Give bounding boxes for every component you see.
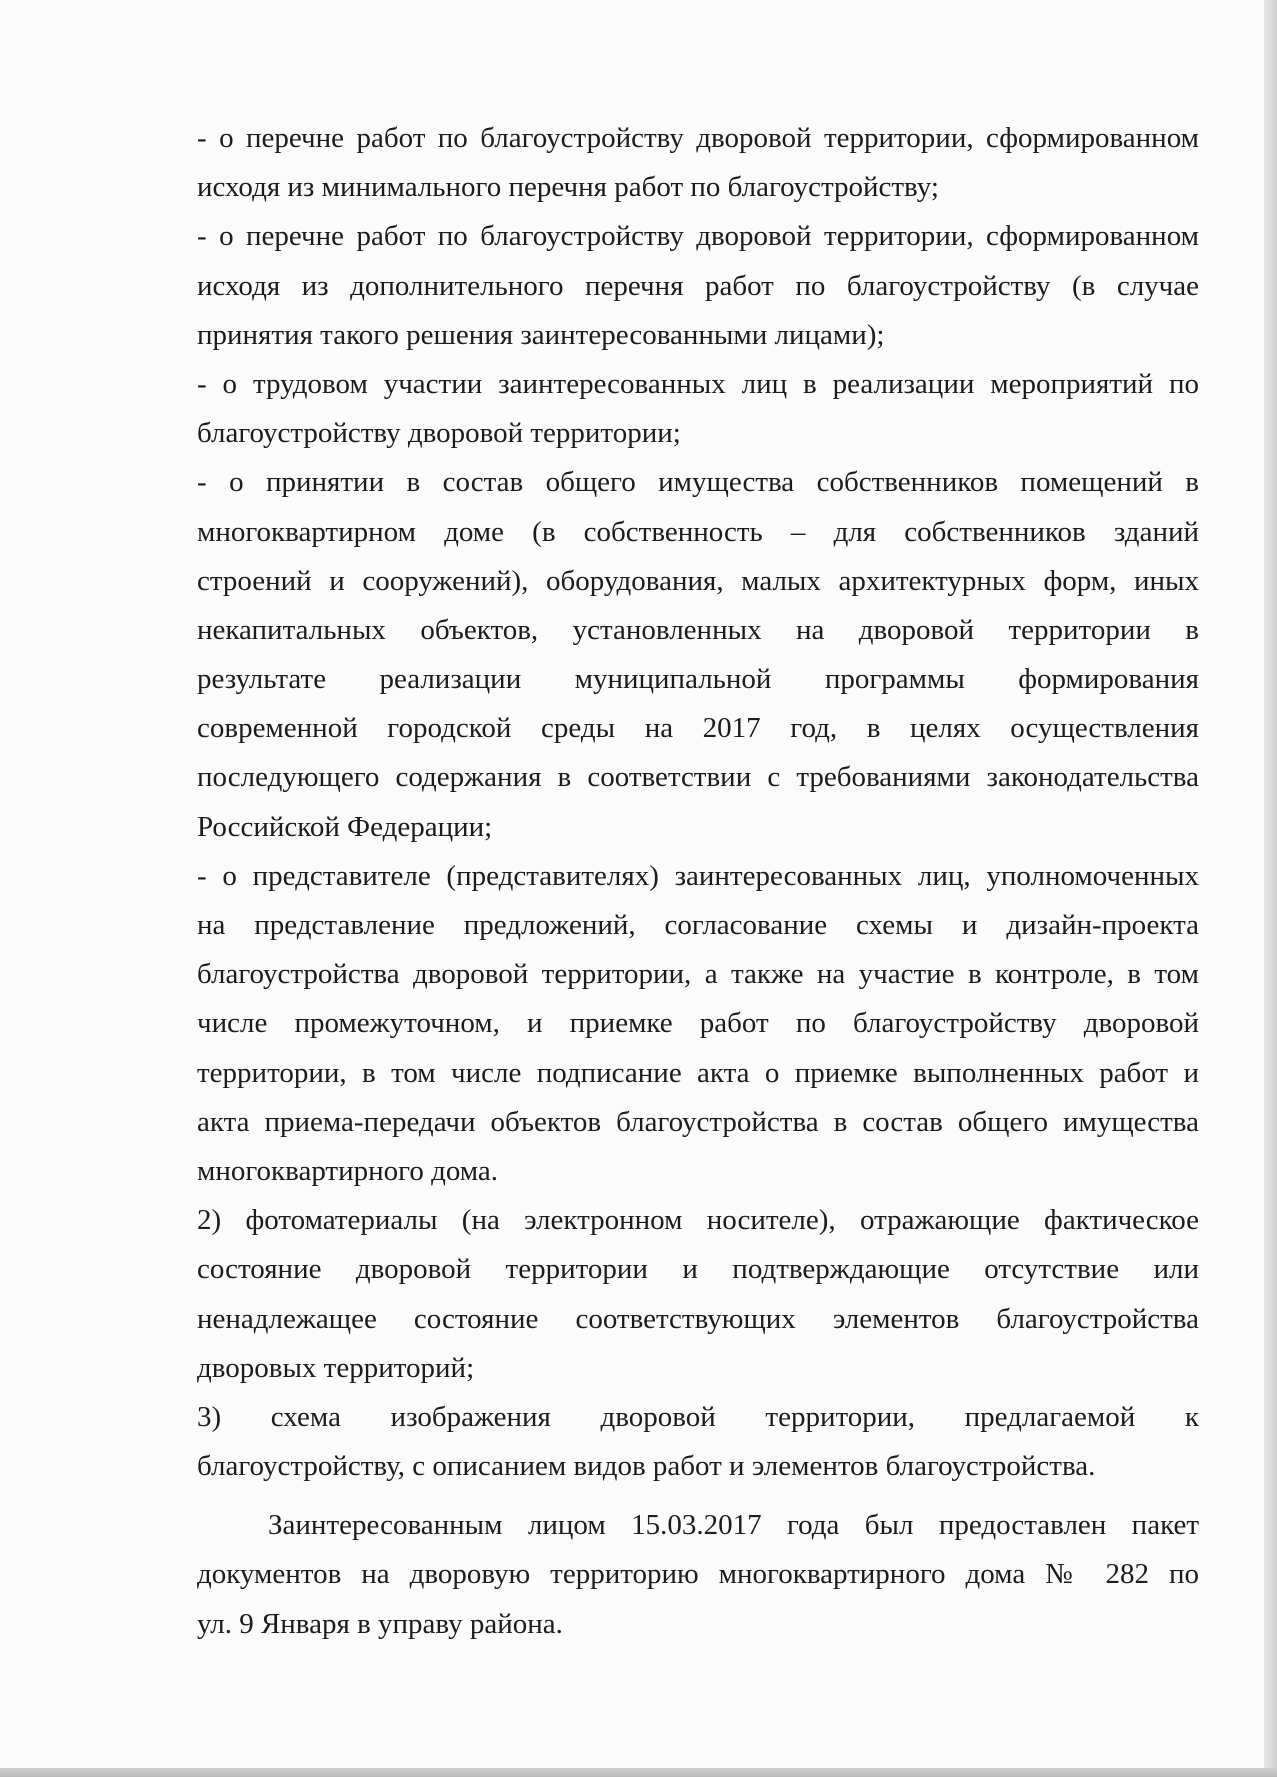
text-line: ул. 9 Января в управу района. [197, 1607, 563, 1640]
text-line: числе промежуточном, и приемке работ по благоустройству дворовой [197, 1007, 1199, 1040]
text-line: ненадлежащее состояние соответствующих элементов благоустройства [197, 1302, 1199, 1335]
text-line: некапитальных объектов, установленных на дворовой территории в [197, 613, 1199, 646]
text-line: 2) фотоматериалы (на электронном носителе), отражающие фактическое [197, 1204, 1199, 1237]
text-line: последующего содержания в соответствии с требованиями законодательства [197, 761, 1199, 794]
paragraph-gap [197, 1491, 1199, 1501]
text-line: многоквартирном доме (в собственность – для собственников зданий [197, 515, 1199, 548]
text-line: - о перечне работ по благоустройству дворовой территории, сформированном [197, 220, 1199, 253]
text-line: исходя из дополнительного перечня работ по благоустройству (в случае [197, 269, 1199, 302]
text-line: результате реализации муниципальной программы формирования [197, 663, 1199, 696]
text-line: - о перечне работ по благоустройству дворовой территории, сформированном [197, 122, 1199, 154]
scan-edge-right [1264, 0, 1277, 1777]
text-line: благоустройству, с описанием видов работ и элементов благоустройства. [197, 1450, 1096, 1483]
text-line: - о принятии в состав общего имущества собственников помещений в [197, 466, 1199, 499]
document-body [197, 114, 1199, 1649]
text-line: многоквартирного дома. [197, 1154, 499, 1187]
text-line: благоустройства дворовой территории, а также на участие в контроле, в том [197, 958, 1199, 991]
text-line: состояние дворовой территории и подтверждающие отсутствие или [197, 1253, 1199, 1286]
text-line: благоустройству дворовой территории; [197, 417, 681, 450]
text-line: документов на дворовую территорию многоквартирного дома № 282 по [197, 1558, 1199, 1591]
text-line: Российской Федерации; [197, 810, 493, 843]
text-line: принятия такого решения заинтересованными лицами); [197, 318, 885, 351]
text-line: Заинтересованным лицом 15.03.2017 года был предоставлен пакет [268, 1509, 1199, 1542]
text-line: - о представителе (представителях) заинтересованных лиц, уполномоченных [197, 859, 1199, 892]
scan-edge-bottom [0, 1768, 1277, 1777]
text-line: дворовых территорий; [197, 1351, 475, 1384]
text-line: строений и сооружений), оборудования, малых архитектурных форм, иных [197, 564, 1199, 597]
text-line: - о трудовом участии заинтересованных лиц в реализации мероприятий по [197, 367, 1199, 400]
text-line: исходя из минимального перечня работ по благоустройству; [197, 171, 939, 204]
text-line: акта приема-передачи объектов благоустройства в состав общего имущества [197, 1105, 1199, 1138]
text-line: на представление предложений, согласование схемы и дизайн-проекта [197, 909, 1199, 941]
text-line: территории, в том числе подписание акта о приемке выполненных работ и [197, 1056, 1199, 1089]
text-line: современной городской среды на 2017 год, в целях осуществления [197, 712, 1199, 745]
text-line: 3) схема изображения дворовой территории, предлагаемой к [197, 1400, 1199, 1433]
